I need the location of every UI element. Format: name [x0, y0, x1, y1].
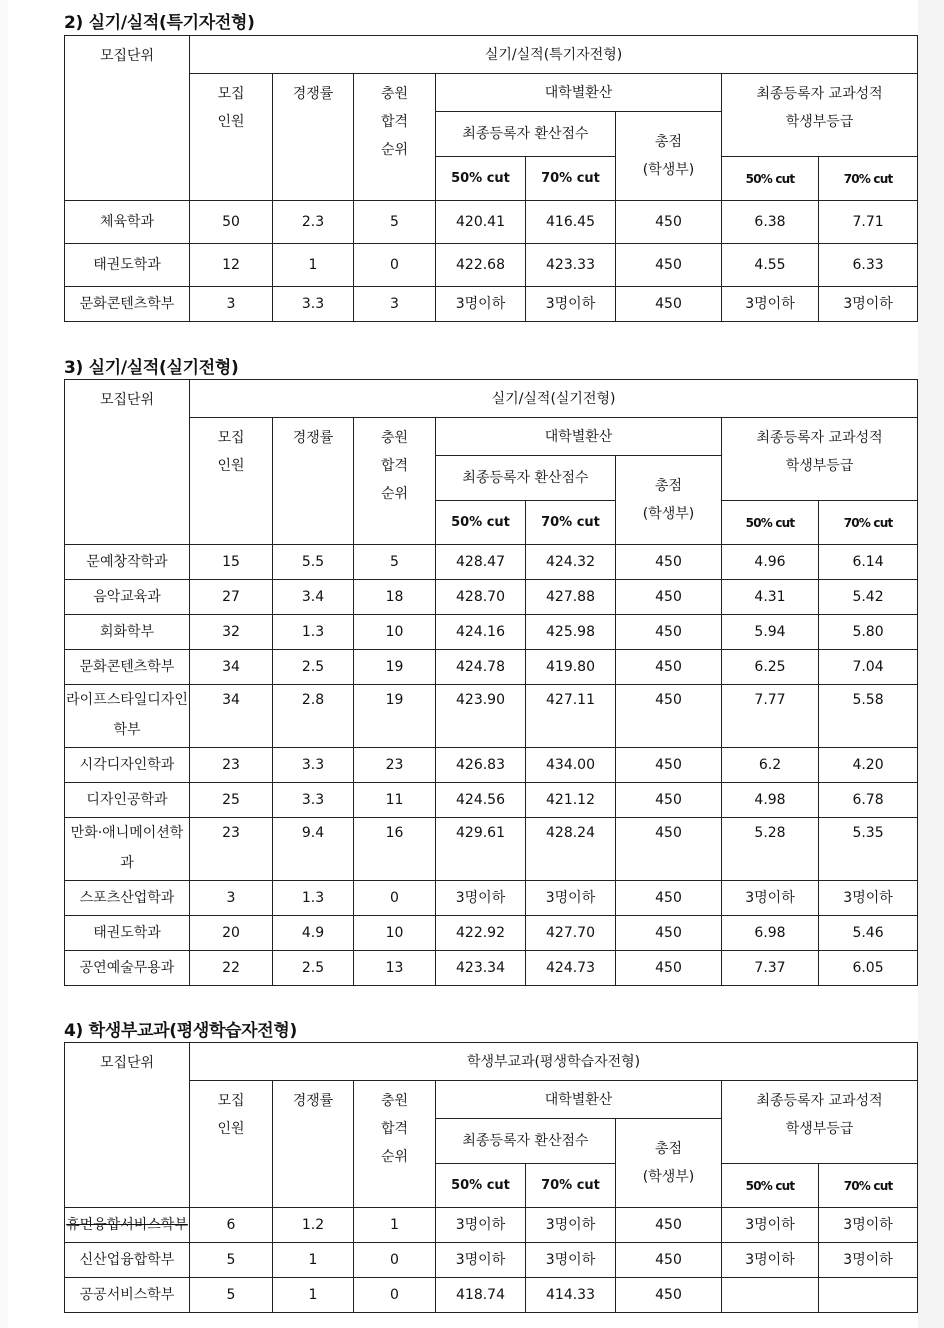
cut50-score-cell: 418.74 — [436, 1278, 526, 1313]
section-title: 3) 실기/실적(실기전형) — [64, 358, 239, 378]
header-cut70-grade: 70% cut — [819, 501, 918, 545]
waitlist-cell: 16 — [354, 818, 436, 881]
grade70-cell: 3명이하 — [819, 1243, 918, 1278]
table-row — [65, 244, 918, 287]
header-recruit: 모집 인원 — [190, 418, 273, 545]
header-grade: 최종등록자 교과성적 학생부등급 — [722, 1081, 918, 1164]
unit-cell: 휴먼융합서비스학부 — [65, 1208, 190, 1243]
waitlist-cell: 0 — [354, 244, 436, 287]
grade70-cell: 7.04 — [819, 650, 918, 685]
competition-cell: 5.5 — [273, 545, 354, 580]
total-cell: 450 — [616, 881, 722, 916]
unit-cell: 스포츠산업학과 — [65, 881, 190, 916]
recruit-cell: 12 — [190, 244, 273, 287]
competition-cell: 3.3 — [273, 748, 354, 783]
header-competition: 경쟁률 — [273, 74, 354, 201]
grade50-cell: 3명이하 — [722, 1243, 819, 1278]
header-cut50-grade: 50% cut — [722, 157, 819, 201]
header-row — [65, 1043, 918, 1081]
table-row — [65, 881, 918, 916]
grade50-cell: 7.37 — [722, 951, 819, 986]
competition-cell: 1.3 — [273, 615, 354, 650]
grade70-cell: 7.71 — [819, 201, 918, 244]
table-row — [65, 783, 918, 818]
header-cut70-score: 70% cut — [526, 157, 616, 201]
waitlist-cell: 0 — [354, 1278, 436, 1313]
competition-cell: 2.8 — [273, 685, 354, 748]
waitlist-cell: 18 — [354, 580, 436, 615]
table-row — [65, 685, 918, 748]
results-table — [64, 379, 918, 986]
grade70-cell: 3명이하 — [819, 881, 918, 916]
unit-cell: 디자인공학과 — [65, 783, 190, 818]
cut70-score-cell: 3명이하 — [526, 1208, 616, 1243]
cut50-score-cell: 424.16 — [436, 615, 526, 650]
total-cell: 450 — [616, 818, 722, 881]
waitlist-cell: 5 — [354, 201, 436, 244]
grade70-cell: 3명이하 — [819, 287, 918, 322]
cut70-score-cell: 419.80 — [526, 650, 616, 685]
header-final-score: 최종등록자 환산점수 — [436, 1119, 616, 1164]
total-cell: 450 — [616, 615, 722, 650]
grade50-cell: 4.31 — [722, 580, 819, 615]
table-row — [65, 615, 918, 650]
header-cut50-grade: 50% cut — [722, 1164, 819, 1208]
grade50-cell: 3명이하 — [722, 287, 819, 322]
header-row — [65, 380, 918, 418]
total-cell: 450 — [616, 580, 722, 615]
cut70-score-cell: 3명이하 — [526, 1243, 616, 1278]
competition-cell: 3.4 — [273, 580, 354, 615]
cut50-score-cell: 424.56 — [436, 783, 526, 818]
competition-cell: 1.2 — [273, 1208, 354, 1243]
grade50-cell — [722, 1278, 819, 1313]
header-recruit: 모집 인원 — [190, 74, 273, 201]
recruit-cell: 34 — [190, 650, 273, 685]
cut50-score-cell: 422.68 — [436, 244, 526, 287]
unit-cell: 라이프스타일디자인학부 — [65, 685, 190, 748]
table-row — [65, 818, 918, 881]
grade70-cell: 6.33 — [819, 244, 918, 287]
grade50-cell: 5.28 — [722, 818, 819, 881]
header-group: 학생부교과(평생학습자전형) — [190, 1043, 918, 1081]
header-row — [65, 74, 918, 112]
cut70-score-cell: 3명이하 — [526, 287, 616, 322]
grade70-cell: 6.05 — [819, 951, 918, 986]
recruit-cell: 5 — [190, 1278, 273, 1313]
table-row — [65, 580, 918, 615]
recruit-cell: 22 — [190, 951, 273, 986]
header-row — [65, 36, 918, 74]
unit-cell: 문예창작학과 — [65, 545, 190, 580]
competition-cell: 3.3 — [273, 287, 354, 322]
table-row — [65, 1243, 918, 1278]
grade50-cell: 4.55 — [722, 244, 819, 287]
total-cell: 450 — [616, 201, 722, 244]
cut50-score-cell: 426.83 — [436, 748, 526, 783]
recruit-cell: 3 — [190, 881, 273, 916]
competition-cell: 2.3 — [273, 201, 354, 244]
right-margin — [918, 0, 944, 1328]
competition-cell: 2.5 — [273, 650, 354, 685]
table-row — [65, 650, 918, 685]
competition-cell: 4.9 — [273, 916, 354, 951]
recruit-cell: 34 — [190, 685, 273, 748]
table-row — [65, 916, 918, 951]
total-cell: 450 — [616, 748, 722, 783]
cut50-score-cell: 423.90 — [436, 685, 526, 748]
table-row — [65, 748, 918, 783]
grade70-cell: 5.80 — [819, 615, 918, 650]
header-group: 실기/실적(실기전형) — [190, 380, 918, 418]
cut50-score-cell: 428.70 — [436, 580, 526, 615]
grade70-cell: 5.58 — [819, 685, 918, 748]
grade50-cell: 5.94 — [722, 615, 819, 650]
unit-cell: 회화학부 — [65, 615, 190, 650]
unit-cell: 태권도학과 — [65, 244, 190, 287]
table-row — [65, 1208, 918, 1243]
unit-cell: 문화콘텐츠학부 — [65, 650, 190, 685]
cut70-score-cell: 427.11 — [526, 685, 616, 748]
waitlist-cell: 19 — [354, 650, 436, 685]
competition-cell: 1.3 — [273, 881, 354, 916]
table-row — [65, 951, 918, 986]
header-cut70-grade: 70% cut — [819, 157, 918, 201]
cut70-score-cell: 427.70 — [526, 916, 616, 951]
competition-cell: 1 — [273, 1278, 354, 1313]
cut50-score-cell: 3명이하 — [436, 881, 526, 916]
grade50-cell: 3명이하 — [722, 1208, 819, 1243]
header-cut50-score: 50% cut — [436, 157, 526, 201]
waitlist-cell: 1 — [354, 1208, 436, 1243]
cut50-score-cell: 3명이하 — [436, 1208, 526, 1243]
waitlist-cell: 5 — [354, 545, 436, 580]
header-final-score: 최종등록자 환산점수 — [436, 456, 616, 501]
cut70-score-cell: 424.32 — [526, 545, 616, 580]
total-cell: 450 — [616, 783, 722, 818]
cut70-score-cell: 425.98 — [526, 615, 616, 650]
recruit-cell: 27 — [190, 580, 273, 615]
recruit-cell: 5 — [190, 1243, 273, 1278]
header-unit: 모집단위 — [65, 36, 190, 201]
results-table — [64, 35, 918, 322]
grade50-cell: 6.38 — [722, 201, 819, 244]
recruit-cell: 25 — [190, 783, 273, 818]
header-unit: 모집단위 — [65, 380, 190, 545]
header-total: 총점 (학생부) — [616, 112, 722, 201]
cut50-score-cell: 429.61 — [436, 818, 526, 881]
recruit-cell: 6 — [190, 1208, 273, 1243]
table-row — [65, 545, 918, 580]
total-cell: 450 — [616, 685, 722, 748]
section-title: 2) 실기/실적(특기자전형) — [64, 13, 255, 33]
cut70-score-cell: 423.33 — [526, 244, 616, 287]
waitlist-cell: 11 — [354, 783, 436, 818]
grade50-cell: 4.98 — [722, 783, 819, 818]
header-grade: 최종등록자 교과성적 학생부등급 — [722, 74, 918, 157]
unit-cell: 공공서비스학부 — [65, 1278, 190, 1313]
waitlist-cell: 3 — [354, 287, 436, 322]
competition-cell: 1 — [273, 1243, 354, 1278]
grade70-cell: 6.78 — [819, 783, 918, 818]
header-waitlist: 충원 합격 순위 — [354, 418, 436, 545]
header-univ-conv: 대학별환산 — [436, 418, 722, 456]
total-cell: 450 — [616, 1243, 722, 1278]
header-cut50-score: 50% cut — [436, 1164, 526, 1208]
cut50-score-cell: 422.92 — [436, 916, 526, 951]
cut70-score-cell: 421.12 — [526, 783, 616, 818]
total-cell: 450 — [616, 545, 722, 580]
total-cell: 450 — [616, 1278, 722, 1313]
unit-cell: 시각디자인학과 — [65, 748, 190, 783]
table-row — [65, 201, 918, 244]
results-table — [64, 1042, 918, 1313]
waitlist-cell: 0 — [354, 1243, 436, 1278]
total-cell: 450 — [616, 650, 722, 685]
grade70-cell: 4.20 — [819, 748, 918, 783]
grade50-cell: 6.98 — [722, 916, 819, 951]
cut70-score-cell: 427.88 — [526, 580, 616, 615]
unit-cell: 태권도학과 — [65, 916, 190, 951]
header-univ-conv: 대학별환산 — [436, 1081, 722, 1119]
grade70-cell: 5.46 — [819, 916, 918, 951]
competition-cell: 3.3 — [273, 783, 354, 818]
recruit-cell: 3 — [190, 287, 273, 322]
header-final-score: 최종등록자 환산점수 — [436, 112, 616, 157]
grade50-cell: 7.77 — [722, 685, 819, 748]
total-cell: 450 — [616, 916, 722, 951]
cut70-score-cell: 414.33 — [526, 1278, 616, 1313]
competition-cell: 9.4 — [273, 818, 354, 881]
grade70-cell: 3명이하 — [819, 1208, 918, 1243]
header-waitlist: 충원 합격 순위 — [354, 1081, 436, 1208]
waitlist-cell: 13 — [354, 951, 436, 986]
header-univ-conv: 대학별환산 — [436, 74, 722, 112]
grade70-cell: 5.42 — [819, 580, 918, 615]
header-recruit: 모집 인원 — [190, 1081, 273, 1208]
recruit-cell: 32 — [190, 615, 273, 650]
cut70-score-cell: 3명이하 — [526, 881, 616, 916]
header-cut70-score: 70% cut — [526, 1164, 616, 1208]
total-cell: 450 — [616, 951, 722, 986]
header-waitlist: 충원 합격 순위 — [354, 74, 436, 201]
recruit-cell: 50 — [190, 201, 273, 244]
cut70-score-cell: 434.00 — [526, 748, 616, 783]
grade70-cell: 6.14 — [819, 545, 918, 580]
waitlist-cell: 10 — [354, 615, 436, 650]
total-cell: 450 — [616, 244, 722, 287]
header-unit: 모집단위 — [65, 1043, 190, 1208]
header-cut70-grade: 70% cut — [819, 1164, 918, 1208]
grade70-cell — [819, 1278, 918, 1313]
total-cell: 450 — [616, 287, 722, 322]
recruit-cell: 23 — [190, 818, 273, 881]
header-total: 총점 (학생부) — [616, 456, 722, 545]
recruit-cell: 20 — [190, 916, 273, 951]
unit-cell: 문화콘텐츠학부 — [65, 287, 190, 322]
cut50-score-cell: 428.47 — [436, 545, 526, 580]
cut70-score-cell: 428.24 — [526, 818, 616, 881]
header-competition: 경쟁률 — [273, 418, 354, 545]
header-group: 실기/실적(특기자전형) — [190, 36, 918, 74]
grade50-cell: 6.2 — [722, 748, 819, 783]
waitlist-cell: 19 — [354, 685, 436, 748]
unit-cell: 만화·애니메이션학과 — [65, 818, 190, 881]
unit-cell: 신산업융합학부 — [65, 1243, 190, 1278]
table-row — [65, 1278, 918, 1313]
header-cut50-grade: 50% cut — [722, 501, 819, 545]
recruit-cell: 15 — [190, 545, 273, 580]
waitlist-cell: 23 — [354, 748, 436, 783]
cut70-score-cell: 416.45 — [526, 201, 616, 244]
grade50-cell: 3명이하 — [722, 881, 819, 916]
header-cut50-score: 50% cut — [436, 501, 526, 545]
header-total: 총점 (학생부) — [616, 1119, 722, 1208]
cut50-score-cell: 3명이하 — [436, 287, 526, 322]
header-grade: 최종등록자 교과성적 학생부등급 — [722, 418, 918, 501]
cut50-score-cell: 424.78 — [436, 650, 526, 685]
recruit-cell: 23 — [190, 748, 273, 783]
unit-cell: 공연예술무용과 — [65, 951, 190, 986]
cut70-score-cell: 424.73 — [526, 951, 616, 986]
grade50-cell: 4.96 — [722, 545, 819, 580]
waitlist-cell: 0 — [354, 881, 436, 916]
table-row — [65, 287, 918, 322]
competition-cell: 1 — [273, 244, 354, 287]
left-margin — [0, 0, 8, 1328]
header-cut70-score: 70% cut — [526, 501, 616, 545]
cut50-score-cell: 423.34 — [436, 951, 526, 986]
waitlist-cell: 10 — [354, 916, 436, 951]
grade50-cell: 6.25 — [722, 650, 819, 685]
total-cell: 450 — [616, 1208, 722, 1243]
header-competition: 경쟁률 — [273, 1081, 354, 1208]
cut50-score-cell: 420.41 — [436, 201, 526, 244]
unit-cell: 음악교육과 — [65, 580, 190, 615]
cut50-score-cell: 3명이하 — [436, 1243, 526, 1278]
header-row — [65, 418, 918, 456]
competition-cell: 2.5 — [273, 951, 354, 986]
grade70-cell: 5.35 — [819, 818, 918, 881]
header-row — [65, 1081, 918, 1119]
unit-cell: 체육학과 — [65, 201, 190, 244]
section-title: 4) 학생부교과(평생학습자전형) — [64, 1021, 298, 1041]
